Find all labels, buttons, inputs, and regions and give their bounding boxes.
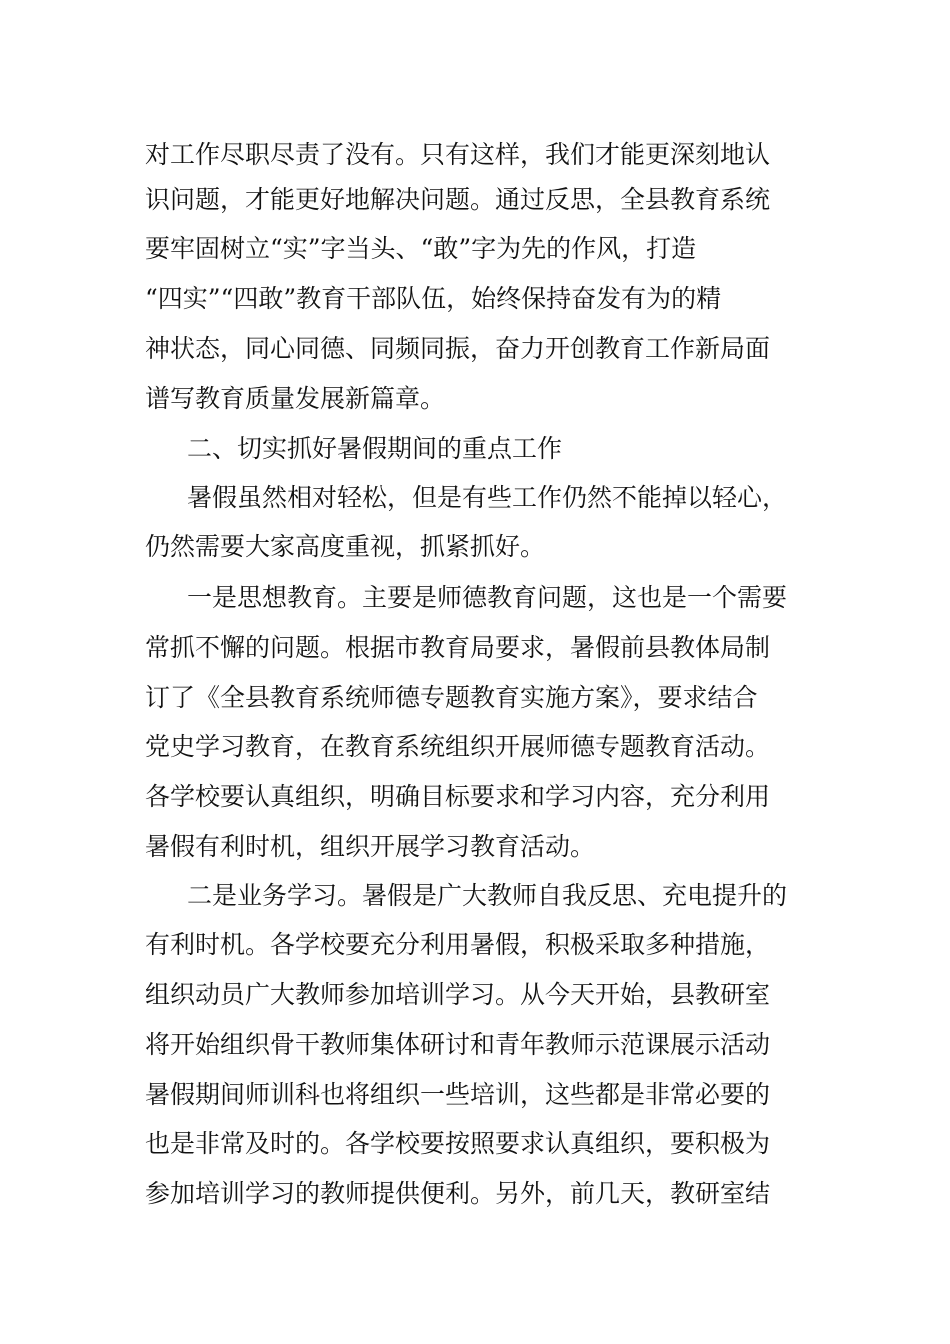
text-line-19: 将开始组织骨干教师集体研讨和青年教师示范课展示活动 (145, 1030, 771, 1059)
text-line-14: 各学校要认真组织，明确目标要求和学习内容，充分利用 (145, 782, 771, 811)
text-line-12: 订了《全县教育系统师德专题教育实施方案》，要求结合 (145, 683, 758, 712)
text-line-6: 谱写教育质量发展新篇章。 (145, 384, 446, 413)
text-line-1: 对工作尽职尽责了没有。只有这样，我们才能更深刻地认 (145, 140, 771, 169)
text-line-20: 暑假期间师训科也将组织一些培训，这些都是非常必要的 (145, 1080, 771, 1109)
text-line-10: 一是思想教育。主要是师德教育问题，这也是一个需要 (187, 583, 788, 612)
text-line-3: 要牢固树立“实”字当头、“敢”字为先的作风，打造 (145, 234, 697, 263)
text-line-2: 识问题，才能更好地解决问题。通过反思，全县教育系统 (145, 185, 771, 214)
text-line-9: 仍然需要大家高度重视，抓紧抓好。 (145, 532, 546, 561)
text-line-18: 组织动员广大教师参加培训学习。从今天开始，县教研室 (145, 980, 771, 1009)
text-line-11: 常抓不懈的问题。根据市教育局要求，暑假前县教体局制 (145, 633, 771, 662)
text-line-21: 也是非常及时的。各学校要按照要求认真组织，要积极为 (145, 1129, 771, 1158)
text-line-13: 党史学习教育，在教育系统组织开展师德专题教育活动。 (145, 732, 771, 761)
text-line-8: 暑假虽然相对轻松，但是有些工作仍然不能掉以轻心， (187, 483, 788, 512)
text-line-15: 暑假有利时机，组织开展学习教育活动。 (145, 832, 596, 861)
text-line-16: 二是业务学习。暑假是广大教师自我反思、充电提升的 (187, 881, 788, 910)
section-heading: 二、切实抓好暑假期间的重点工作 (187, 434, 563, 463)
text-line-4: “四实”“四敢”教育干部队伍，始终保持奋发有为的精 (145, 284, 722, 313)
text-line-22: 参加培训学习的教师提供便利。另外，前几天，教研室结 (145, 1179, 771, 1208)
text-line-17: 有利时机。各学校要充分利用暑假，积极采取多种措施， (145, 930, 771, 959)
text-line-5: 神状态，同心同德、同频同振，奋力开创教育工作新局面 (145, 334, 771, 363)
